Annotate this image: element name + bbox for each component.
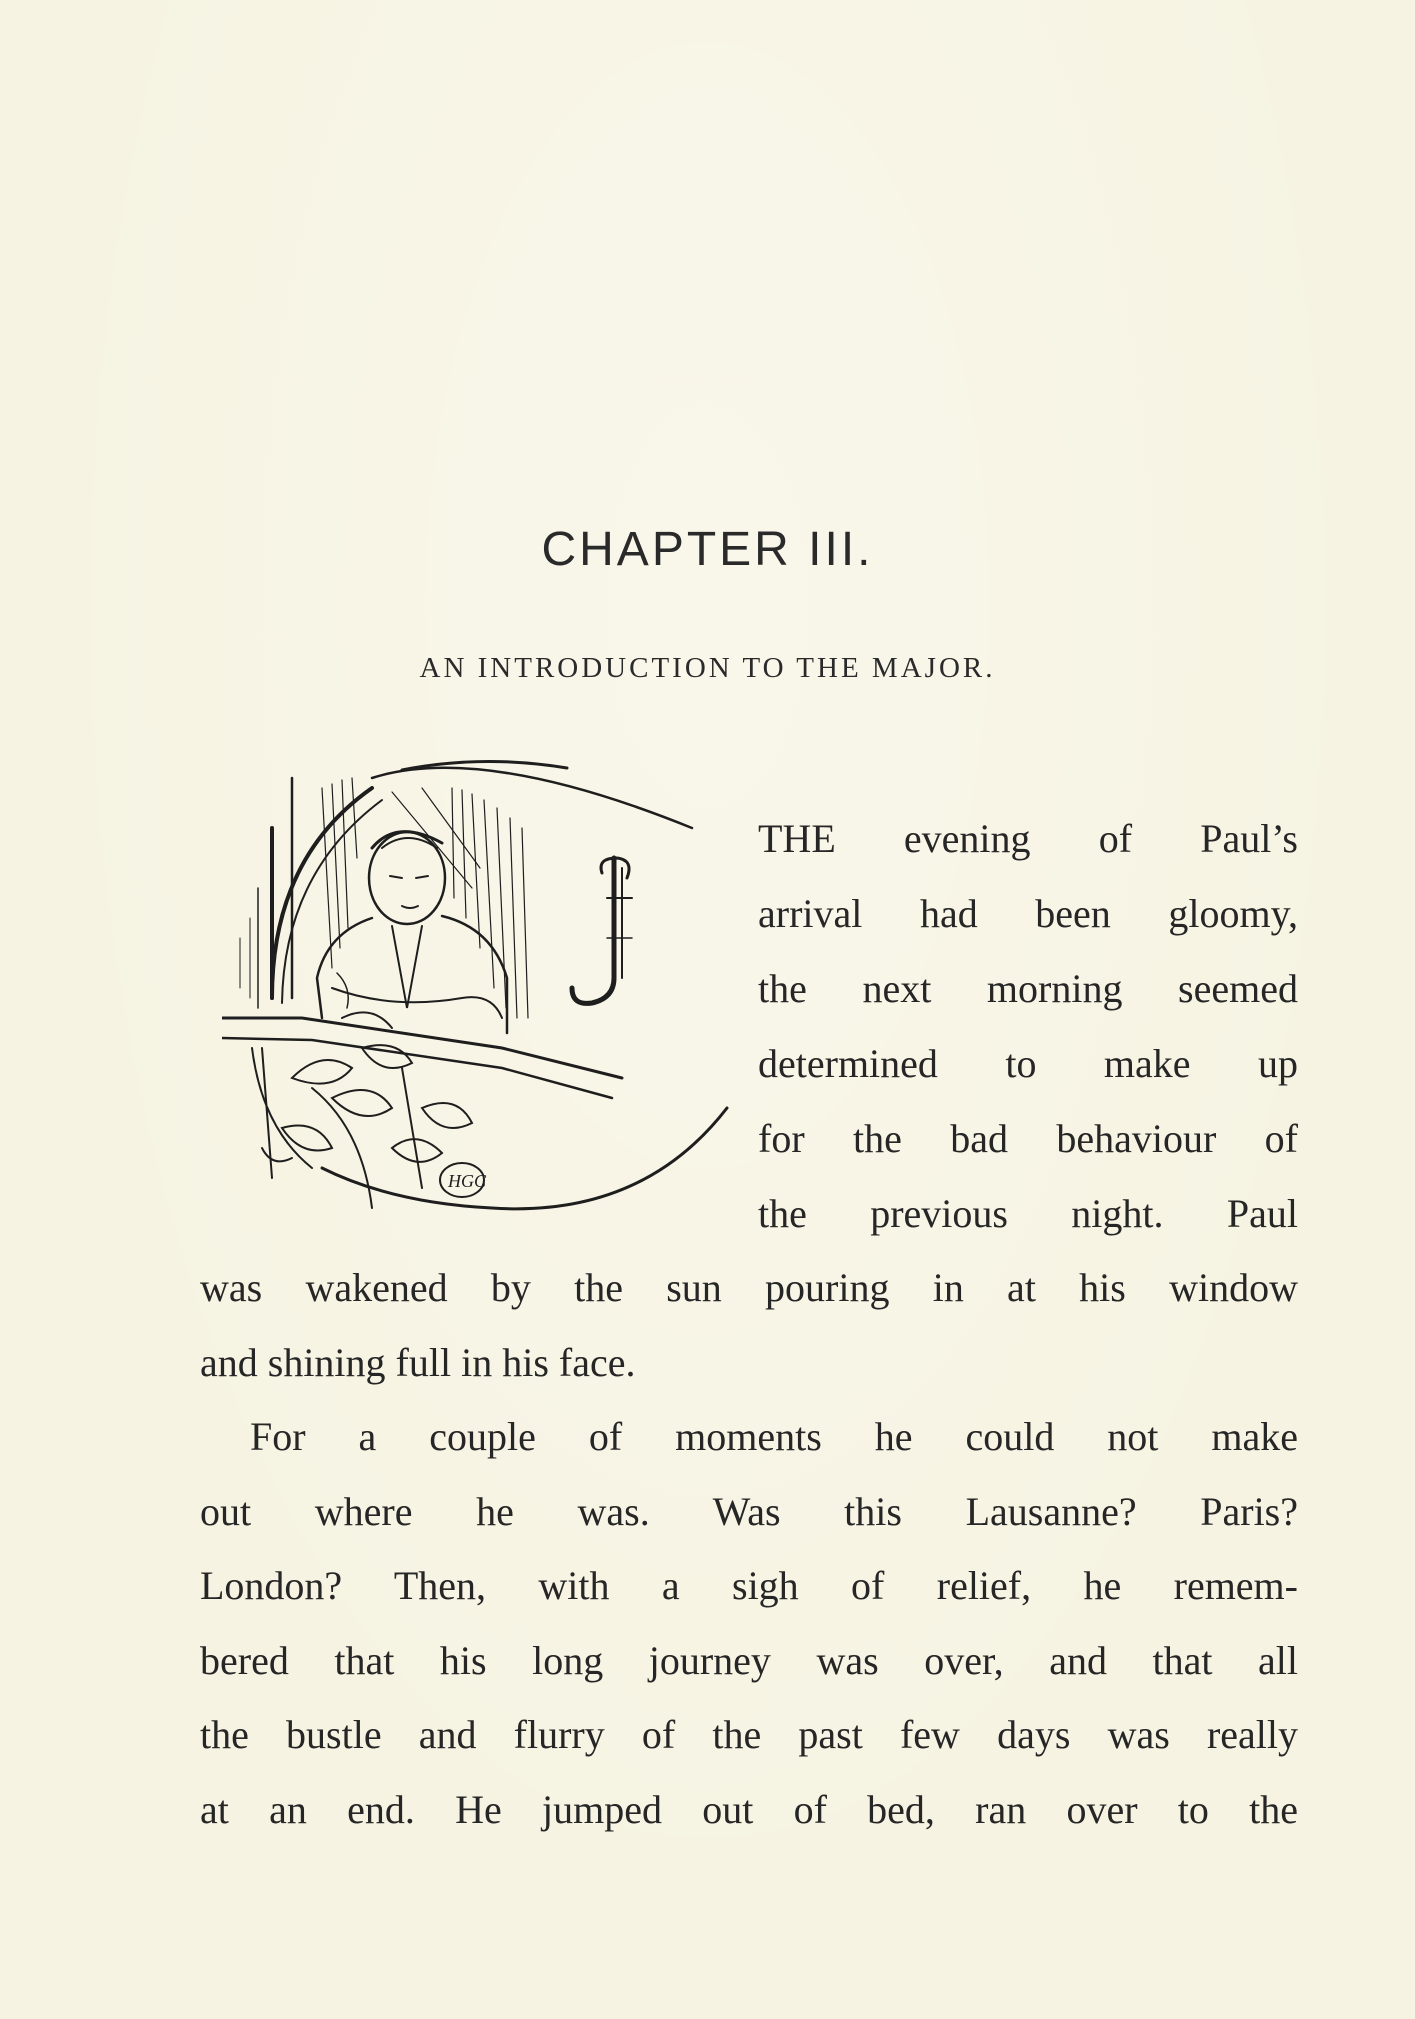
- text-line: the bustle and flurry of the past few days was really: [200, 1712, 1298, 1757]
- text-line: was wakened by the sun pouring in at his window: [200, 1265, 1298, 1310]
- text-line: London? Then, with a sigh of relief, he remem-: [200, 1563, 1298, 1608]
- chapter-subtitle: AN INTRODUCTION TO THE MAJOR.: [419, 652, 996, 684]
- text-line: the next morning seemed: [758, 966, 1298, 1011]
- text-line: arrival had been gloomy,: [758, 891, 1298, 936]
- illustrator-monogram: [440, 1163, 487, 1197]
- text-line: bered that his long journey was over, and that all: [200, 1638, 1298, 1683]
- text-line: the previous night. Paul: [758, 1191, 1298, 1236]
- text-line: out where he was. Was this Lausanne? Paris?: [200, 1489, 1298, 1534]
- chapter-title: CHAPTER III.: [541, 523, 874, 576]
- text-line: determined to make up: [758, 1041, 1298, 1086]
- paragraph-start-line: For a couple of moments he could not make: [250, 1414, 1298, 1459]
- svg-text:HGC: HGC: [448, 1171, 487, 1191]
- text-line: at an end. He jumped out of bed, ran over to the: [200, 1787, 1298, 1832]
- text-line: and shining full in his face.: [200, 1340, 636, 1385]
- text-line: for the bad behaviour of: [758, 1116, 1298, 1161]
- text-line: THE evening of Paul’s: [758, 816, 1298, 861]
- initial-T-vignette-boy-at-window-icon: [222, 748, 742, 1228]
